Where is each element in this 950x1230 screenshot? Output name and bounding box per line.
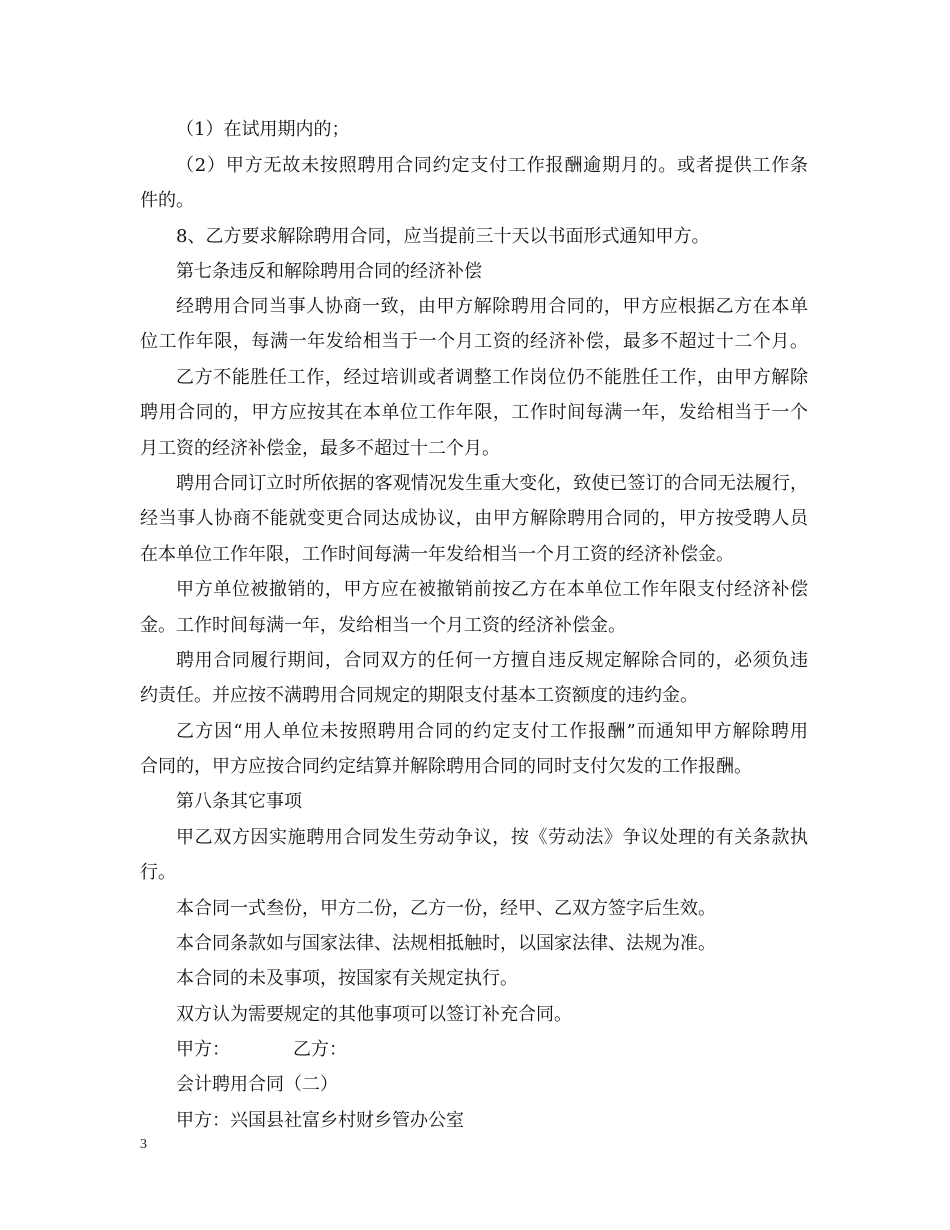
- text-line: 甲方单位被撤销的，甲方应在被撤销前按乙方在本单位工作年限支付经济补偿: [176, 579, 808, 600]
- text-line: （1）在试用期内的；: [176, 119, 350, 140]
- text-line: （2）甲方无故未按照聘用合同约定支付工作报酬逾期月的。或者提供工作条: [176, 155, 808, 176]
- text-line: 本合同的未及事项，按国家有关规定执行。: [176, 968, 518, 989]
- text-line: 乙方因“用人单位未按照聘用合同的约定支付工作报酬”而通知甲方解除聘用: [176, 721, 808, 742]
- text-line: 聘用合同履行期间，合同双方的任何一方擅自违反规定解除合同的，必须负违: [176, 650, 808, 671]
- text-line: 在本单位工作年限，工作时间每满一年发给相当一个月工资的经济补偿金。: [140, 544, 734, 565]
- text-line: 本合同条款如与国家法律、法规相抵触时，以国家法律、法规为准。: [176, 933, 716, 954]
- signature-line: 甲方： 乙方：: [176, 1039, 347, 1060]
- document-title: 会计聘用合同（二）: [176, 1074, 338, 1095]
- text-line: 本合同一式叁份，甲方二份，乙方一份，经甲、乙双方签字后生效。: [176, 898, 716, 919]
- text-line: 8、乙方要求解除聘用合同，应当提前三十天以书面形式通知甲方。: [176, 226, 710, 247]
- text-line: 经当事人协商不能就变更合同达成协议，由甲方解除聘用合同的，甲方按受聘人员: [140, 508, 808, 529]
- text-line: 金。工作时间每满一年，发给相当一个月工资的经济补偿金。: [140, 615, 626, 636]
- text-line: 约责任。并应按不满聘用合同规定的期限支付基本工资额度的违约金。: [140, 685, 698, 706]
- text-line: 月工资的经济补偿金，最多不超过十二个月。: [140, 438, 500, 459]
- text-line: 聘用合同订立时所依据的客观情况发生重大变化，致使已签订的合同无法履行，: [176, 473, 808, 494]
- text-line: 乙方不能胜任工作，经过培训或者调整工作岗位仍不能胜任工作，由甲方解除: [176, 367, 808, 388]
- text-line: 位工作年限，每满一年发给相当于一个月工资的经济补偿，最多不超过十二个月。: [140, 331, 808, 352]
- page-number: 3: [140, 1137, 147, 1152]
- text-line: 甲乙双方因实施聘用合同发生劳动争议，按《劳动法》争议处理的有关条款执: [176, 827, 808, 848]
- text-line: 经聘用合同当事人协商一致，由甲方解除聘用合同的，甲方应根据乙方在本单: [176, 296, 808, 317]
- text-line: 行。: [140, 862, 176, 883]
- section-heading: 第八条其它事项: [176, 791, 302, 812]
- text-line: 件的。: [140, 190, 194, 211]
- section-heading: 第七条违反和解除聘用合同的经济补偿: [176, 261, 482, 282]
- text-line: 合同的，甲方应按合同约定结算并解除聘用合同的同时支付欠发的工作报酬。: [140, 756, 752, 777]
- text-line: 甲方：兴国县社富乡村财乡管办公室: [176, 1110, 464, 1131]
- text-line: 双方认为需要规定的其他事项可以签订补充合同。: [176, 1004, 572, 1025]
- text-line: 聘用合同的，甲方应按其在本单位工作年限，工作时间每满一年，发给相当于一个: [140, 402, 808, 423]
